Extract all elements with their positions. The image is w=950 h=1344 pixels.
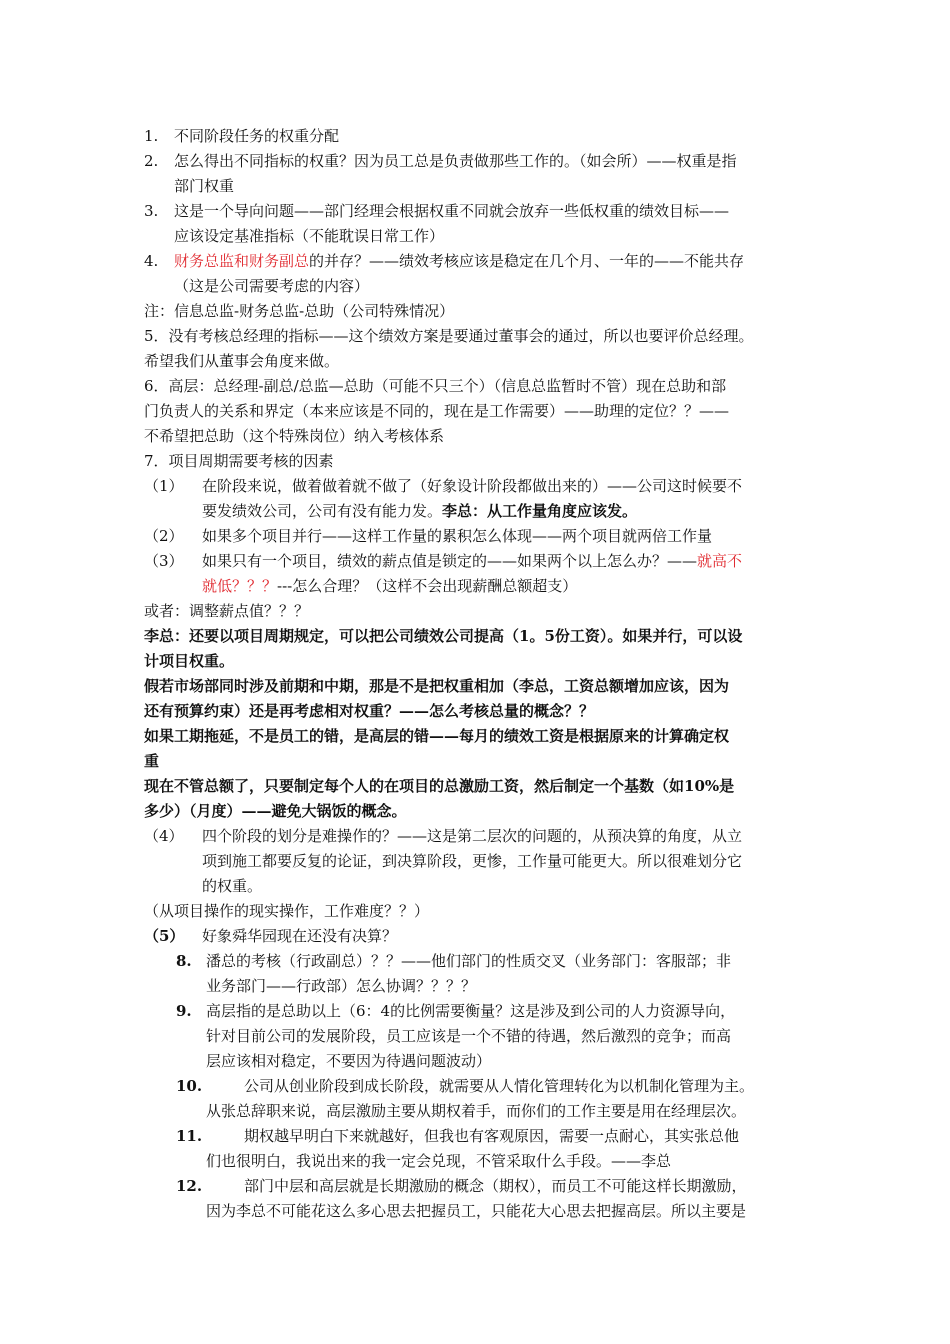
item-3-cont: 应该设定基准指标（不能耽误日常工作） (174, 227, 445, 245)
item-text: 这是一个导向问题——部门经理会根据权重不同就会放弃一些低权重的绩效目标—— (174, 202, 730, 220)
item-text: 不同阶段任务的权重分配 (174, 127, 340, 145)
item-10 (144, 1074, 810, 1099)
sub-item-text: 如果只有一个项目，绩效的薪点值是锁定的——如果两个以上怎么办？—— (202, 552, 698, 570)
bold-line: 假若市场部同时涉及前期和中期，那是不是把权重相加（李总，工资总额增加应该，因为 (144, 677, 730, 695)
paren-line: （从项目操作的现实操作，工作难度？？） (144, 902, 430, 920)
item-12 (144, 1174, 810, 1199)
item-8 (144, 949, 810, 974)
item-8-cont: 业务部门——行政部）怎么协调？？？？ (206, 977, 477, 995)
bold-line: 李总：还要以项目周期规定，可以把公司绩效公司提高（1。5份工资）。如果并行，可以设 (144, 627, 743, 645)
item-text: 高层指的是总助以上（6：4的比例需要衡量？这是涉及到公司的人力资源导向， (206, 1002, 736, 1020)
note-line: 注：信息总监-财务总监-总助（公司特殊情况） (144, 302, 455, 320)
bold-line: 重 (144, 752, 160, 770)
sub-item-text: 在阶段来说，做着做着就不做了（好象设计阶段都做出来的）——公司这时候要不 (202, 477, 743, 495)
item-number: 11. (176, 1127, 203, 1145)
sub-item-3 (144, 549, 810, 574)
bold-line: 还有预算约束）还是再考虑相对权重？——怎么考核总量的概念？？ (144, 702, 595, 720)
sub-item-text: 好象舜华园现在还没有决算？ (202, 927, 398, 945)
or-line: 或者：调整薪点值？？？ (144, 602, 310, 620)
item-9-cont: 层应该相对稳定，不要因为待遇问题波动） (206, 1052, 492, 1070)
item-text: 公司从创业阶段到成长阶段，就需要从人情化管理转化为以机制化管理为主。 (244, 1077, 755, 1095)
item-number: 12. (176, 1177, 203, 1195)
item-9 (144, 999, 810, 1024)
item-number: 8. (176, 952, 192, 970)
item-12-cont: 因为李总不可能花这么多心思去把握员工，只能花大心思去把握高层。所以主要是 (206, 1202, 747, 1220)
item-text: 怎么得出不同指标的权重？因为员工总是负责做那些工作的。（如会所）——权重是指 (174, 152, 737, 170)
sub-item-number: （2） (144, 527, 184, 545)
item-number: 9. (176, 1002, 192, 1020)
item-number: 4. (144, 252, 159, 270)
document-body (144, 124, 810, 1224)
item-number: 1. (144, 127, 159, 145)
item-number: 2. (144, 152, 159, 170)
sub-item-5 (144, 924, 810, 949)
item-11-cont: 们也很明白，我说出来的我一定会兑现，不管采取什么手段。——李总 (206, 1152, 672, 1170)
item-text: 潘总的考核（行政副总）？？——他们部门的性质交叉（业务部门：客服部；非 (206, 952, 732, 970)
bold-line: 多少）（月度）——避免大锅饭的概念。 (144, 802, 407, 820)
bold-remark: 李总：从工作量角度应该发。 (442, 502, 638, 520)
sub-item-1 (144, 474, 810, 499)
para-7: 7．项目周期需要考核的因素 (144, 452, 334, 470)
item-text: 部门中层和高层就是长期激励的概念（期权），而员工不可能这样长期激励， (244, 1177, 747, 1195)
para-5-cont: 希望我们从董事会角度来做。 (144, 352, 340, 370)
item-2-cont: 部门权重 (174, 177, 235, 195)
sub-item-text: 要发绩效公司，公司有没有能力发。 (202, 502, 443, 520)
para-6-cont: 门负责人的关系和界定（本来应该是不同的，现在是工作需要）——助理的定位？？—— (144, 402, 730, 420)
highlight-text: 财务总监和财务副总 (174, 252, 310, 270)
item-text: 的并存？——绩效考核应该是稳定在几个月、一年的——不能共存 (309, 252, 745, 270)
item-text: 期权越早明白下来就越好，但我也有客观原因，需要一点耐心，其实张总他 (244, 1127, 740, 1145)
item-10-cont: 从张总辞职来说，高层激励主要从期权着手，而你们的工作主要是用在经理层次。 (206, 1102, 747, 1120)
sub-item-text: ---怎么合理？（这样不会出现薪酬总额超支） (277, 577, 578, 595)
sub-item-2 (144, 524, 810, 549)
para-5: 5．没有考核总经理的指标——这个绩效方案是要通过董事会的通过，所以也要评价总经理。 (144, 327, 754, 345)
sub-item-4-cont: 项到施工都要反复的论证，到决算阶段，更惨，工作量可能更大。所以很难划分它 (202, 852, 743, 870)
sub-item-1-cont (144, 499, 810, 524)
bold-line: 现在不管总额了，只要制定每个人的在项目的总激励工资，然后制定一个基数（如10%是 (144, 777, 735, 795)
sub-item-number: （5） (144, 927, 185, 945)
highlight-text: 就高不 (697, 552, 743, 570)
sub-item-text: 四个阶段的划分是难操作的？——这是第二层次的问题的，从预决算的角度，从立 (202, 827, 743, 845)
item-4-cont: （这是公司需要考虑的内容） (174, 277, 370, 295)
sub-item-4 (144, 824, 810, 849)
sub-item-number: （1） (144, 477, 184, 495)
item-11 (144, 1124, 810, 1149)
item-2 (144, 149, 810, 174)
sub-item-3-cont (144, 574, 810, 599)
item-4 (144, 249, 810, 274)
para-6: 6．高层：总经理-副总/总监—总助（可能不只三个）（信息总监暂时不管）现在总助和部 (144, 377, 727, 395)
sub-item-number: （4） (144, 827, 184, 845)
item-number: 3. (144, 202, 159, 220)
para-6-cont: 不希望把总助（这个特殊岗位）纳入考核体系 (144, 427, 445, 445)
item-9-cont: 针对目前公司的发展阶段，员工应该是一个不错的待遇，然后激烈的竞争；而高 (206, 1027, 732, 1045)
item-3 (144, 199, 810, 224)
highlight-text: 就低？？？ (202, 577, 278, 595)
bold-line: 如果工期拖延，不是员工的错，是高层的错——每月的绩效工资是根据原来的计算确定权 (144, 727, 730, 745)
sub-item-number: （3） (144, 552, 184, 570)
sub-item-4-cont: 的权重。 (202, 877, 263, 895)
item-number: 10. (176, 1077, 203, 1095)
sub-item-text: 如果多个项目并行——这样工作量的累积怎么体现——两个项目就两倍工作量 (202, 527, 713, 545)
item-1 (144, 124, 810, 149)
bold-line: 计项目权重。 (144, 652, 235, 670)
